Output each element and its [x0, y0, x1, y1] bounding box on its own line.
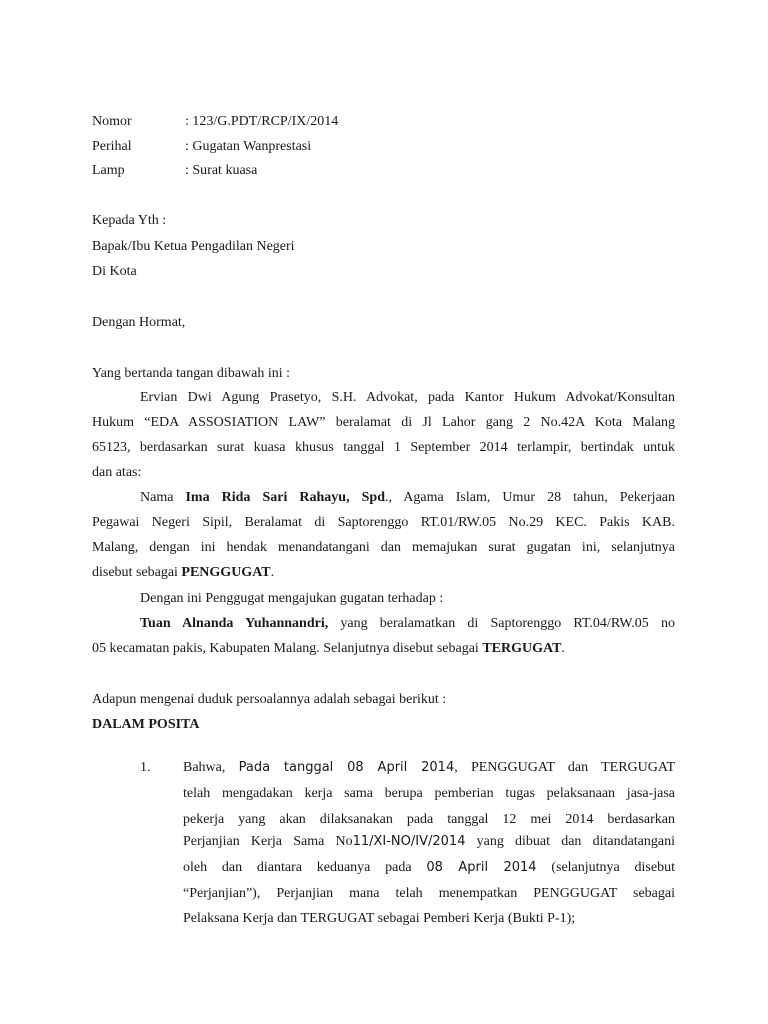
defendant-line-2-prefix: 05 kecamatan pakis, Kabupaten Malang. Selanjutnya disebut sebagai [92, 641, 483, 656]
item-1-line-4-c: yang dibuat dan ditandatangani [465, 834, 675, 849]
plaintiff-line-4 [92, 565, 274, 581]
recipient-line-1: Kepada Yth : [92, 213, 167, 228]
nomor-label: Nomor [92, 114, 132, 129]
advocate-line-3: 65123, berdasarkan surat kuasa khusus tanggal 1 September 2014 terlampir, bertindak untuk [92, 440, 675, 455]
advocate-line-4: dan atas: [92, 465, 142, 480]
item-1-line-6: “Perjanjian”), Perjanjian mana telah menempatkan PENGGUGAT sebagai [183, 886, 675, 901]
defendant-line-1 [92, 616, 675, 632]
defendant-name: Tuan Alnanda Yuhannandri, [140, 616, 329, 631]
defendant-line-1-rest: yang beralamatkan di Saptorenggo RT.04/RW.05 no [328, 616, 675, 631]
perihal-value: : Gugatan Wanprestasi [185, 139, 312, 154]
item-1-line-1-a: Bahwa, [183, 760, 239, 775]
recipient-line-2: Bapak/Ibu Ketua Pengadilan Negeri [92, 239, 295, 254]
nomor-value: : 123/G.PDT/RCP/IX/2014 [185, 114, 339, 129]
case-intro: Adapun mengenai duduk persoalannya adalah sebagai berikut : [92, 692, 447, 707]
plaintiff-line-4-suffix: . [270, 565, 275, 580]
tergugat-label: TERGUGAT [482, 641, 562, 656]
perihal-label: Perihal [92, 139, 132, 154]
section-title-text: DALAM POSITA [92, 717, 200, 732]
advocate-line-2: Hukum “EDA ASSOSIATION LAW” beralamat di Jl Lahor gang 2 No.42A Kota Malang [92, 415, 675, 430]
item-1-line-4 [183, 834, 675, 850]
agreement-date: 08 April 2014 [426, 860, 537, 875]
plaintiff-line-1-rest: ., Agama Islam, Umur 28 tahun, Pekerjaan [385, 490, 675, 505]
lamp-label: Lamp [92, 163, 125, 178]
item-1-line-4-a: Perjanjian Kerja Sama No [183, 834, 353, 849]
defendant-line-2-suffix: . [561, 641, 565, 656]
item-1-line-2: telah mengadakan kerja sama berupa pemberian tugas pelaksanaan jasa-jasa [183, 786, 675, 801]
recipient-line-3: Di Kota [92, 264, 137, 279]
item-1-date: Pada tanggal 08 April 2014 [238, 760, 455, 775]
item-1-line-1 [183, 760, 675, 776]
lamp-row [92, 163, 257, 179]
item-1-line-7: Pelaksana Kerja dan TERGUGAT sebagai Pemberi Kerja (Bukti P-1); [183, 911, 576, 926]
item-1-number: 1. [140, 760, 151, 775]
section-title [92, 717, 199, 733]
item-1-line-5-c: (selanjutnya disebut [536, 860, 675, 875]
plaintiff-line-4-prefix: disebut sebagai [92, 565, 182, 580]
penggugat-label: PENGGUGAT [181, 565, 271, 580]
item-1-line-5-a: oleh dan diantara keduanya pada [183, 860, 427, 875]
item-1-line-3: pekerja yang akan dilaksanakan pada tanggal 12 mei 2014 berdasarkan [183, 812, 675, 827]
intro-line: Yang bertanda tangan dibawah ini : [92, 366, 291, 381]
plaintiff-line-3: Malang, dengan ini hendak menandatangani dan memajukan surat gugatan ini, selanjutnya [92, 540, 675, 555]
plaintiff-name-prefix: Nama [140, 490, 186, 505]
greeting: Dengan Hormat, [92, 315, 186, 330]
plaintiff-line-2: Pegawai Negeri Sipil, Beralamat di Saptorenggo RT.01/RW.05 No.29 KEC. Pakis KAB. [92, 515, 675, 530]
defendant-line-2 [92, 641, 565, 657]
nomor-row [92, 114, 338, 130]
item-1-line-5 [183, 860, 675, 876]
item-1-line-1-c: , PENGGUGAT dan TERGUGAT [454, 760, 675, 775]
against-line: Dengan ini Penggugat mengajukan gugatan terhadap : [140, 591, 444, 606]
lamp-value: : Surat kuasa [185, 163, 258, 178]
agreement-number: 11/XI-NO/IV/2014 [352, 834, 466, 849]
plaintiff-name: Ima Rida Sari Rahayu, Spd [185, 490, 385, 505]
plaintiff-line-1 [92, 490, 675, 506]
advocate-line-1: Ervian Dwi Agung Prasetyo, S.H. Advokat, pada Kantor Hukum Advokat/Konsultan [140, 390, 675, 405]
perihal-row [92, 139, 311, 155]
